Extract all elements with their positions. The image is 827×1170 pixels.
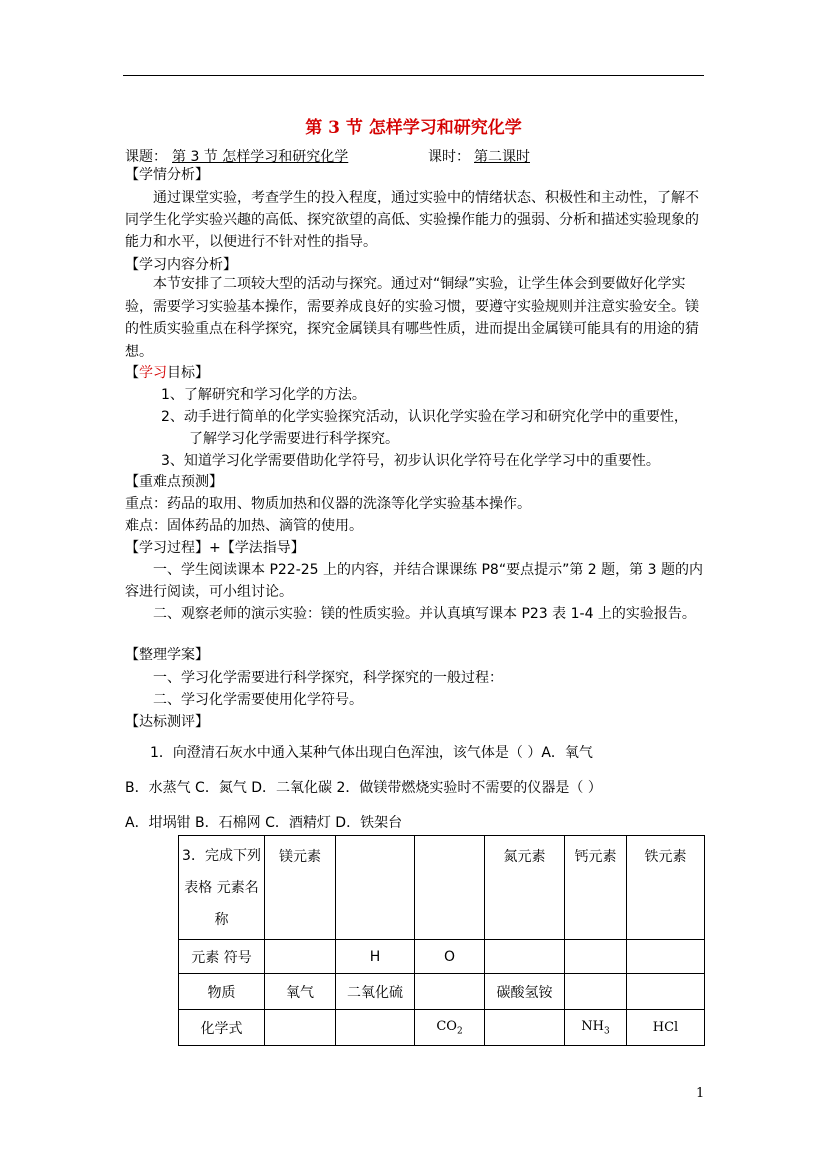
goals-heading bbox=[125, 362, 209, 382]
co2-sub: 2 bbox=[456, 1026, 463, 1037]
key-heading: 【重难点预测】 bbox=[125, 474, 223, 490]
header-rule bbox=[123, 75, 704, 76]
goals-heading-red: 学习 bbox=[139, 365, 167, 381]
period-value: 第二课时 bbox=[474, 149, 530, 165]
table-row bbox=[179, 836, 705, 940]
test-heading: 【达标测评】 bbox=[125, 714, 209, 730]
table-cell: 镁元素 bbox=[265, 836, 336, 940]
table-cell: 铁元素 bbox=[627, 836, 705, 940]
table-cell bbox=[336, 836, 415, 940]
question-2-options: A．坩埚钳 B．石棉网 C．酒精灯 D．铁架台 bbox=[125, 815, 403, 831]
nh3-sub: 3 bbox=[603, 1026, 610, 1037]
process-1: 一、学生阅读课本 P22-25 上的内容，并结合课课练 P8“要点提示”第 2 题，第 3 题的内容进行阅读，可小组讨论。 bbox=[125, 562, 703, 600]
key-point: 重点：药品的取用、物质加热和仪器的洗涤等化学实验基本操作。 bbox=[125, 496, 531, 512]
analysis-text: 通过课堂实验，考查学生的投入程度，通过实验中的情绪状态、积极性和主动性，了解不同学生化学实验兴趣的高低、探究欲望的高低、实验操作能力的强弱、分析和描述实验现象的能力和水平，以便进行不针对性的指导。 bbox=[125, 190, 699, 250]
question-1-line2: B．水蒸气 C．氮气 D．二氧化碳 2．做镁带燃烧实验时不需要的仪器是（ ） bbox=[125, 780, 602, 796]
table-cell: 物质 bbox=[179, 974, 265, 1010]
process-2: 二、观察老师的演示实验：镁的性质实验。并认真填写课本 P23 表 1-4 上的实验报告。 bbox=[153, 606, 696, 622]
difficult-point: 难点：固体药品的加热、滴管的使用。 bbox=[125, 518, 363, 534]
table-cell bbox=[415, 836, 485, 940]
element-table bbox=[178, 835, 705, 1046]
analysis-heading: 【学情分析】 bbox=[125, 167, 209, 183]
table-cell: HCl bbox=[627, 1010, 705, 1046]
table-cell bbox=[627, 940, 705, 974]
table-cell bbox=[265, 1010, 336, 1046]
summary-1: 一、学习化学需要进行科学探究，科学探究的一般过程： bbox=[153, 670, 503, 686]
goal-3: 3、知道学习化学需要借助化学符号，初步认识化学符号在化学学习中的重要性。 bbox=[161, 453, 660, 469]
goal-2a: 2、动手进行简单的化学实验探究活动，认识化学实验在学习和研究化学中的重要性， bbox=[161, 409, 688, 425]
goal-1: 1、了解研究和学习化学的方法。 bbox=[161, 387, 366, 403]
goal-2b: 了解学习化学需要进行科学探究。 bbox=[189, 431, 399, 447]
co2-base: CO bbox=[436, 1018, 457, 1034]
content-heading: 【学习内容分析】 bbox=[125, 257, 237, 273]
table-cell bbox=[565, 940, 627, 974]
table-cell bbox=[415, 974, 485, 1010]
page-number: 1 bbox=[696, 1086, 705, 1101]
summary-2: 二、学习化学需要使用化学符号。 bbox=[153, 692, 363, 708]
table-cell: 元素 符号 bbox=[179, 940, 265, 974]
table-cell bbox=[265, 940, 336, 974]
table-cell: 二氧化硫 bbox=[336, 974, 415, 1010]
period-label: 课时： bbox=[428, 149, 470, 165]
table-cell: 碳酸氢铵 bbox=[485, 974, 565, 1010]
table-cell bbox=[565, 1010, 627, 1046]
table-cell bbox=[415, 1010, 485, 1046]
table-cell bbox=[627, 974, 705, 1010]
table-cell bbox=[485, 1010, 565, 1046]
summary-heading: 【整理学案】 bbox=[125, 647, 209, 663]
page-title: 第 3 节 怎样学习和研究化学 bbox=[305, 118, 522, 138]
table-cell: 氧气 bbox=[265, 974, 336, 1010]
table-row bbox=[179, 1010, 705, 1046]
process-heading: 【学习过程】+【学法指导】 bbox=[125, 540, 305, 556]
table-row bbox=[179, 974, 705, 1010]
table-cell: O bbox=[415, 940, 485, 974]
question-1-line1: 1．向澄清石灰水中通入某种气体出现白色浑浊，该气体是（ ）A．氧气 bbox=[150, 745, 593, 761]
table-cell bbox=[485, 940, 565, 974]
table-cell: 化学式 bbox=[179, 1010, 265, 1046]
table-cell: H bbox=[336, 940, 415, 974]
table-cell: 钙元素 bbox=[565, 836, 627, 940]
table-cell bbox=[336, 1010, 415, 1046]
goals-heading-open: 【 bbox=[125, 365, 139, 381]
table-cell: 氮元素 bbox=[485, 836, 565, 940]
content-text: 本节安排了二项较大型的活动与探究。通过对“铜绿”实验，让学生体会到要做好化学实验，需要学习实验基本操作，需要养成良好的实验习惯，要遵守实验规则并注意实验安全。镁的性质实验重点在科学探究，探究金属镁具有哪些性质，进而提出金属镁可能具有的用途的猜想。 bbox=[125, 276, 699, 360]
topic-value: 第 3 节 怎样学习和研究化学 bbox=[172, 149, 349, 165]
topic-label: 课题： bbox=[125, 149, 167, 165]
table-row bbox=[179, 940, 705, 974]
table-cell: 3．完成下列表格 元素名称 bbox=[179, 836, 265, 940]
table-cell bbox=[565, 974, 627, 1010]
nh3-base: NH bbox=[581, 1018, 604, 1034]
goals-heading-rest: 目标】 bbox=[167, 365, 209, 381]
